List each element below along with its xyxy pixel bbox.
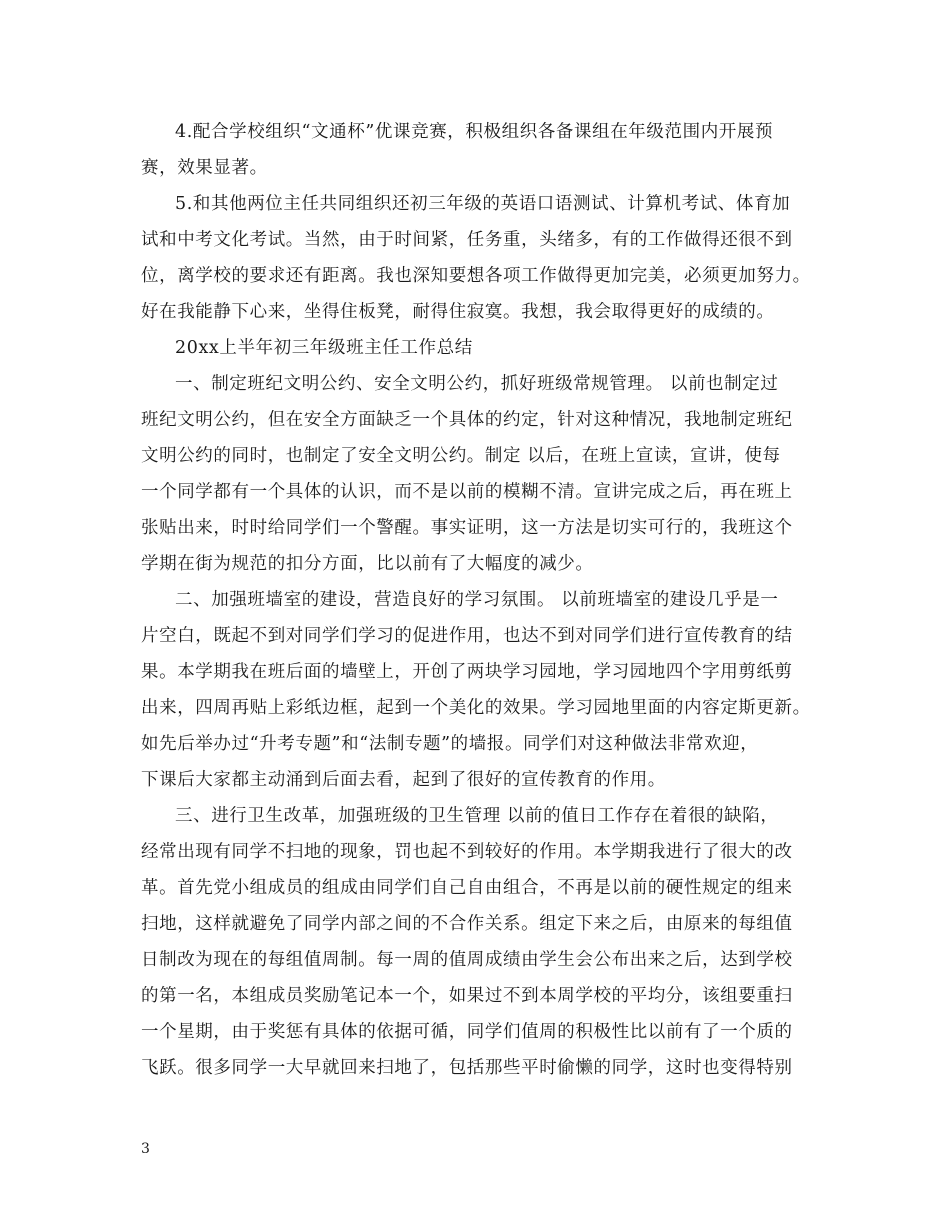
text-line: 张贴出来，时时给同学们一个警醒。事实证明，这一方法是切实可行的，我班这个 <box>141 518 793 538</box>
text-line: 二、加强班墙室的建设，营造良好的学习氛围。 以前班墙室的建设几乎是一 <box>175 590 779 610</box>
text-line: 文明公约的同时，也制定了安全文明公约。制定 以后，在班上宣读，宣讲，使每 <box>141 446 781 466</box>
text-line: 下课后大家都主动涌到后面去看，起到了很好的宣传教育的作用。 <box>141 770 666 790</box>
text-line: 一个同学都有一个具体的认识，而不是以前的模糊不清。宣讲完成之后，再在班上 <box>141 482 793 502</box>
text-line: 如先后举办过“升考专题”和“法制专题”的墙报。同学们对这种做法非常欢迎， <box>141 734 759 754</box>
text-line: 一个星期，由于奖惩有具体的依据可循，同学们值周的积极性比以前有了一个质的 <box>141 1022 793 1042</box>
text-line: 的第一名，本组成员奖励笔记本一个，如果过不到本周学校的平均分，该组要重扫 <box>141 986 793 1006</box>
text-line: 5.和其他两位主任共同组织还初三年级的英语口语测试、计算机考试、体育加 <box>175 194 791 214</box>
text-line: 试和中考文化考试。当然，由于时间紧，任务重，头绪多，有的工作做得还很不到 <box>141 230 793 250</box>
text-line: 好在我能静下心来，坐得住板凳，耐得住寂寞。我想，我会取得更好的成绩的。 <box>141 302 775 322</box>
text-line: 日制改为现在的每组值周制。每一周的值周成绩由学生会公布出来之后，达到学校 <box>141 950 793 970</box>
text-line: 飞跃。很多同学一大早就回来扫地了，包括那些平时偷懒的同学，这时也变得特别 <box>141 1058 793 1078</box>
text-line: 4.配合学校组织“文通杯”优课竞赛，积极组织各备课组在年级范围内开展预 <box>175 122 774 142</box>
text-line: 三、进行卫生改革，加强班级的卫生管理 以前的值日工作存在着很的缺陷， <box>175 806 779 826</box>
text-line: 位，离学校的要求还有距离。我也深知要想各项工作做得更加完美，必须更加努力。 <box>141 266 811 286</box>
page-number: 3 <box>141 1141 150 1157</box>
text-line: 出来，四周再贴上彩纸边框，起到一个美化的效果。学习园地里面的内容定斯更新。 <box>141 698 811 718</box>
section-title: 20xx上半年初三年级班主任工作总结 <box>175 338 473 358</box>
text-line: 果。本学期我在班后面的墙壁上，开创了两块学习园地，学习园地四个字用剪纸剪 <box>141 662 793 682</box>
text-line: 经常出现有同学不扫地的现象，罚也起不到较好的作用。本学期我进行了很大的改 <box>141 842 793 862</box>
text-line: 扫地，这样就避免了同学内部之间的不合作关系。组定下来之后，由原来的每组值 <box>141 914 793 934</box>
text-line: 赛，效果显著。 <box>141 158 268 178</box>
text-line: 班纪文明公约，但在安全方面缺乏一个具体的约定，针对这种情况，我地制定班纪 <box>141 410 793 430</box>
text-line: 革。首先党小组成员的组成由同学们自己自由组合，不再是以前的硬性规定的组来 <box>141 878 793 898</box>
text-line: 学期在街为规范的扣分方面，比以前有了大幅度的减少。 <box>141 554 594 574</box>
text-line: 一、制定班纪文明公约、安全文明公约，抓好班级常规管理。 以前也制定过 <box>175 374 779 394</box>
text-line: 片空白，既起不到对同学们学习的促进作用，也达不到对同学们进行宣传教育的结 <box>141 626 793 646</box>
